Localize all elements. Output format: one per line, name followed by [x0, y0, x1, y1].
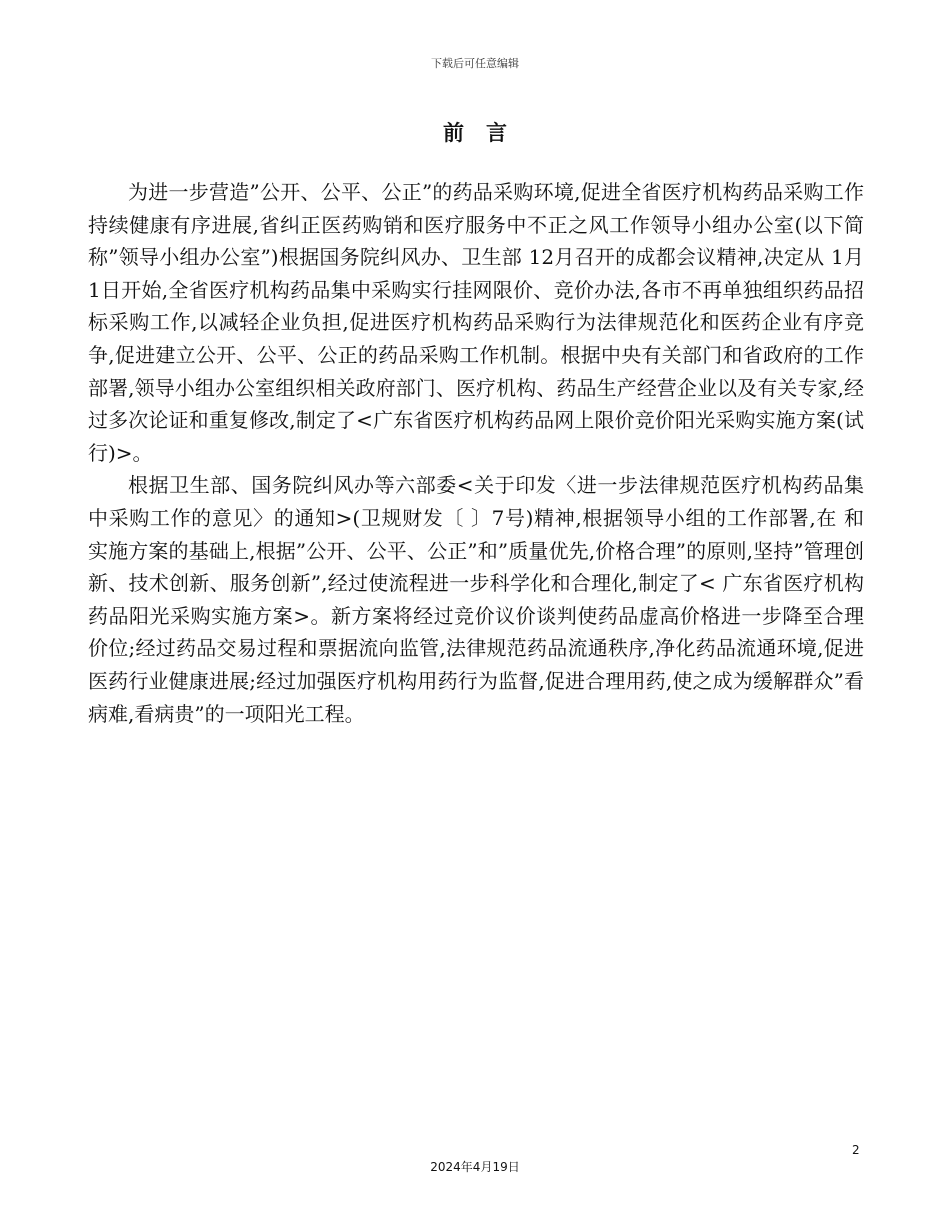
page-number: 2: [852, 1143, 860, 1157]
paragraph-2: 根据卫生部、国务院纠风办等六部委<关于印发〈进一步法律规范医疗机构药品集中采购工作的意见〉的通知>(卫规财发〔 〕7号)精神,根据领导小组的工作部署,在 和 实施方案的基础上,根据”公开、公平、公正”和”质量优先,价格合理”的原则,坚持”管理创新、技术创新、服务创新”,经过使流程进一步科学化和合理化,制定了< 广东省医疗机构药品阳光采购实施方案>。新方案将经过竞价议价谈判使药品虚高价格进一步降至合理价位;经过药品交易过程和票据流向监管,法律规范药品流通秩序,净化药品流通环境,促进医药行业健康进展;经过加强医疗机构用药行为监督,促进合理用药,使之成为缓解群众”看病难,看病贵”的一项阳光工程。: [88, 473, 864, 726]
paragraph-1: 为进一步营造”公开、公平、公正”的药品采购环境,促进全省医疗机构药品采购工作持续健康有序进展,省纠正医药购销和医疗服务中不正之风工作领导小组办公室(以下简称”领导小组办公室”)根据国务院纠风办、卫生部 12月召开的成都会议精神,决定从 1月1日开始,全省医疗机构药品集中采购实行挂网限价、竞价办法,各市不再单独组织药品招标采购工作,以减轻企业负担,促进医疗机构药品采购行为法律规范化和医药企业有序竞争,促进建立公开、公平、公正的药品采购工作机制。根据中央有关部门和省政府的工作部署,领导小组办公室组织相关政府部门、医疗机构、药品生产经营企业以及有关专家,经过多次论证和重复修改,制定了<广东省医疗机构药品网上限价竞价阳光采购实施方案(试行)>。: [88, 180, 864, 465]
document-body: [88, 176, 864, 730]
footer-date: 2024年4月19日: [430, 1160, 520, 1174]
page-title: 前言: [443, 120, 529, 145]
header-note: 下载后可任意编辑: [431, 57, 519, 70]
